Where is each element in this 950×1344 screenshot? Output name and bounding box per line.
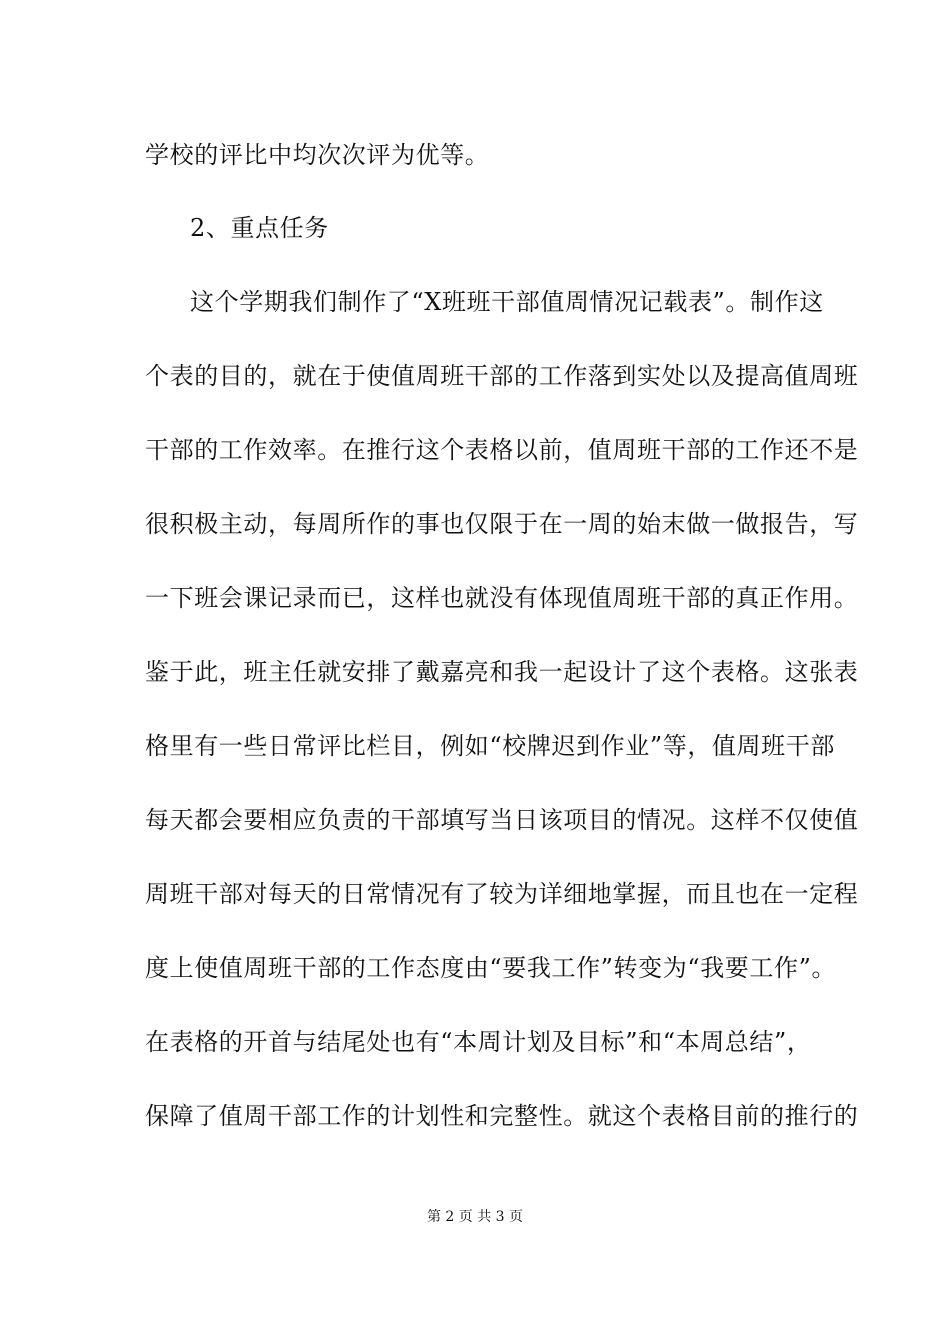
paragraph-line: 保障了值周干部工作的计划性和完整性。就这个表格目前的推行的 xyxy=(145,1102,859,1130)
paragraph-line: 鉴于此，班主任就安排了戴嘉亮和我一起设计了这个表格。这张表 xyxy=(145,658,859,686)
paragraph-line: 在表格的开首与结尾处也有“本周计划及目标”和“本周总结”， xyxy=(145,1028,812,1056)
paragraph-line: 很积极主动，每周所作的事也仅限于在一周的始末做一做报告，写 xyxy=(145,510,859,538)
paragraph-line: 周班干部对每天的日常情况有了较为详细地掌握，而且也在一定程 xyxy=(145,880,859,908)
paragraph-line: 干部的工作效率。在推行这个表格以前，值周班干部的工作还不是 xyxy=(145,436,859,464)
paragraph-line: 格里有一些日常评比栏目，例如“校牌迟到作业”等，值周班干部 xyxy=(145,732,835,760)
paragraph-line: 度上使值周班干部的工作态度由“要我工作”转变为“我要工作”。 xyxy=(145,954,837,982)
paragraph-line: 这个学期我们制作了“X班班干部值周情况记载表”。制作这 xyxy=(190,288,824,316)
section-heading: 2、重点任务 xyxy=(190,214,329,242)
paragraph-line: 个表的目的，就在于使值周班干部的工作落到实处以及提高值周班 xyxy=(145,362,859,390)
paragraph-line: 每天都会要相应负责的干部填写当日该项目的情况。这样不仅使值 xyxy=(145,806,859,834)
paragraph-line: 学校的评比中均次次评为优等。 xyxy=(145,141,490,169)
paragraph-line: 一下班会课记录而已，这样也就没有体现值周班干部的真正作用。 xyxy=(145,584,859,612)
page-number-footer: 第 2 页 共 3 页 xyxy=(426,1209,524,1225)
